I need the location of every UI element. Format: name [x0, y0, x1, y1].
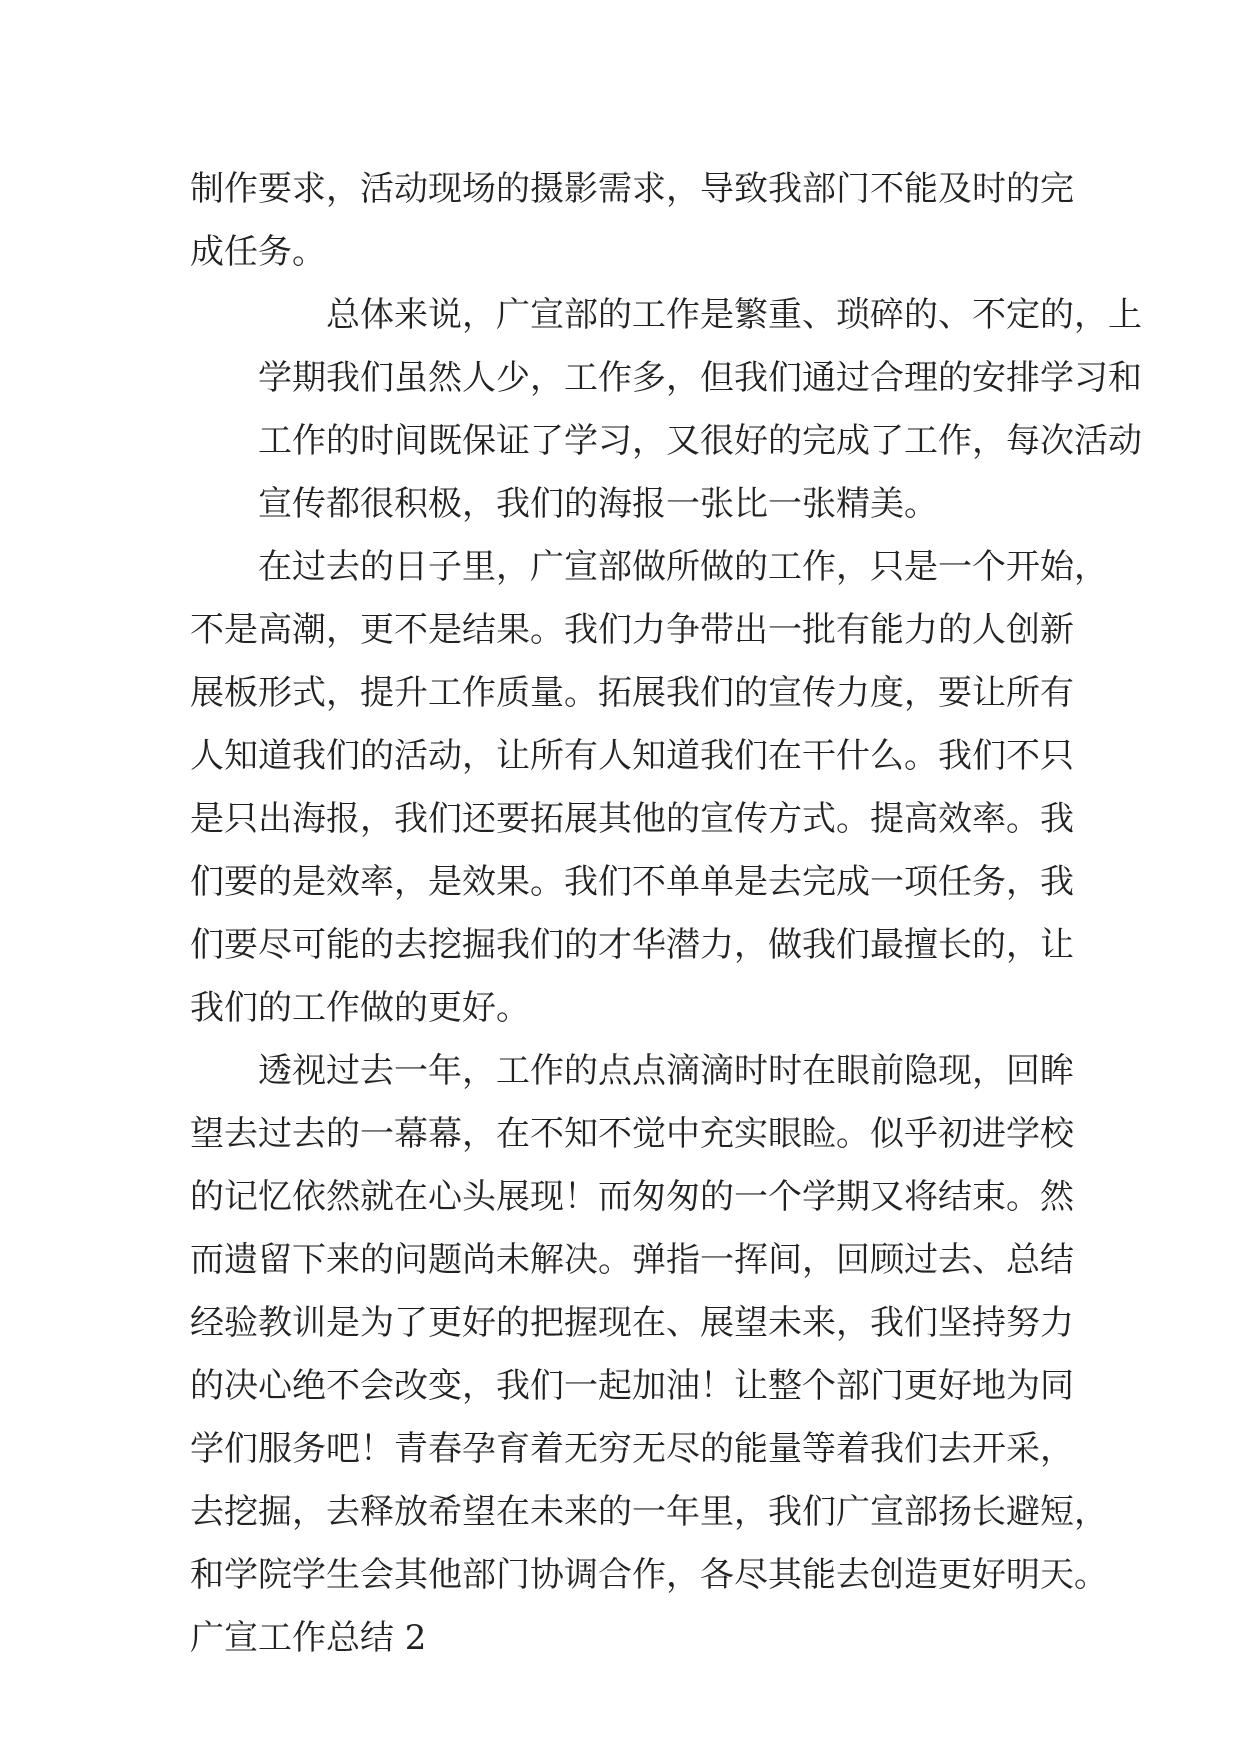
text-line: 们要尽可能的去挖掘我们的才华潜力，做我们最擅长的，让	[190, 925, 1074, 965]
text-line: 和学院学生会其他部门协调合作，各尽其能去创造更好明天。	[190, 1555, 1108, 1595]
text-line: 去挖掘，去释放希望在未来的一年里，我们广宣部扬长避短，	[190, 1492, 1108, 1532]
text-line: 的决心绝不会改变，我们一起加油！让整个部门更好地为同	[190, 1366, 1074, 1406]
text-line: 制作要求，活动现场的摄影需求，导致我部门不能及时的完	[190, 169, 1074, 209]
paragraph-1	[190, 158, 1074, 284]
text-line: 人知道我们的活动，让所有人知道我们在干什么。我们不只	[190, 736, 1074, 776]
paragraph-2	[190, 284, 1142, 536]
text-line: 透视过去一年，工作的点点滴滴时时在眼前隐现，回眸	[258, 1051, 1074, 1091]
text-line: 望去过去的一幕幕，在不知不觉中充实眼睑。似乎初进学校	[190, 1114, 1074, 1154]
text-line: 的记忆依然就在心头展现！而匆匆的一个学期又将结束。然	[190, 1177, 1074, 1217]
text-line: 总体来说，广宣部的工作是繁重、琐碎的、不定的，上	[326, 295, 1142, 335]
text-line: 在过去的日子里，广宣部做所做的工作，只是一个开始，	[258, 547, 1108, 587]
text-line: 不是高潮，更不是结果。我们力争带出一批有能力的人创新	[190, 610, 1074, 650]
text-line: 成任务。	[190, 232, 326, 272]
text-line: 是只出海报，我们还要拓展其他的宣传方式。提高效率。我	[190, 799, 1074, 839]
text-line: 而遗留下来的问题尚未解决。弹指一挥间，回顾过去、总结	[190, 1240, 1074, 1280]
text-line: 经验教训是为了更好的把握现在、展望未来，我们坚持努力	[190, 1303, 1074, 1343]
text-line: 我们的工作做的更好。	[190, 988, 530, 1028]
paragraph-3	[190, 536, 1108, 1040]
document-body	[190, 158, 1142, 1670]
text-line: 展板形式，提升工作质量。拓展我们的宣传力度，要让所有	[190, 673, 1074, 713]
paragraph-4	[190, 1040, 1108, 1607]
section-title: 广宣工作总结 2	[190, 1618, 427, 1658]
text-line: 工作的时间既保证了学习，又很好的完成了工作，每次活动	[258, 421, 1142, 461]
text-line: 宣传都很积极，我们的海报一张比一张精美。	[258, 484, 938, 524]
text-line: 学们服务吧！青春孕育着无穷无尽的能量等着我们去开采，	[190, 1429, 1074, 1469]
text-line: 学期我们虽然人少，工作多，但我们通过合理的安排学习和	[258, 358, 1142, 398]
text-line: 们要的是效率，是效果。我们不单单是去完成一项任务，我	[190, 862, 1074, 902]
